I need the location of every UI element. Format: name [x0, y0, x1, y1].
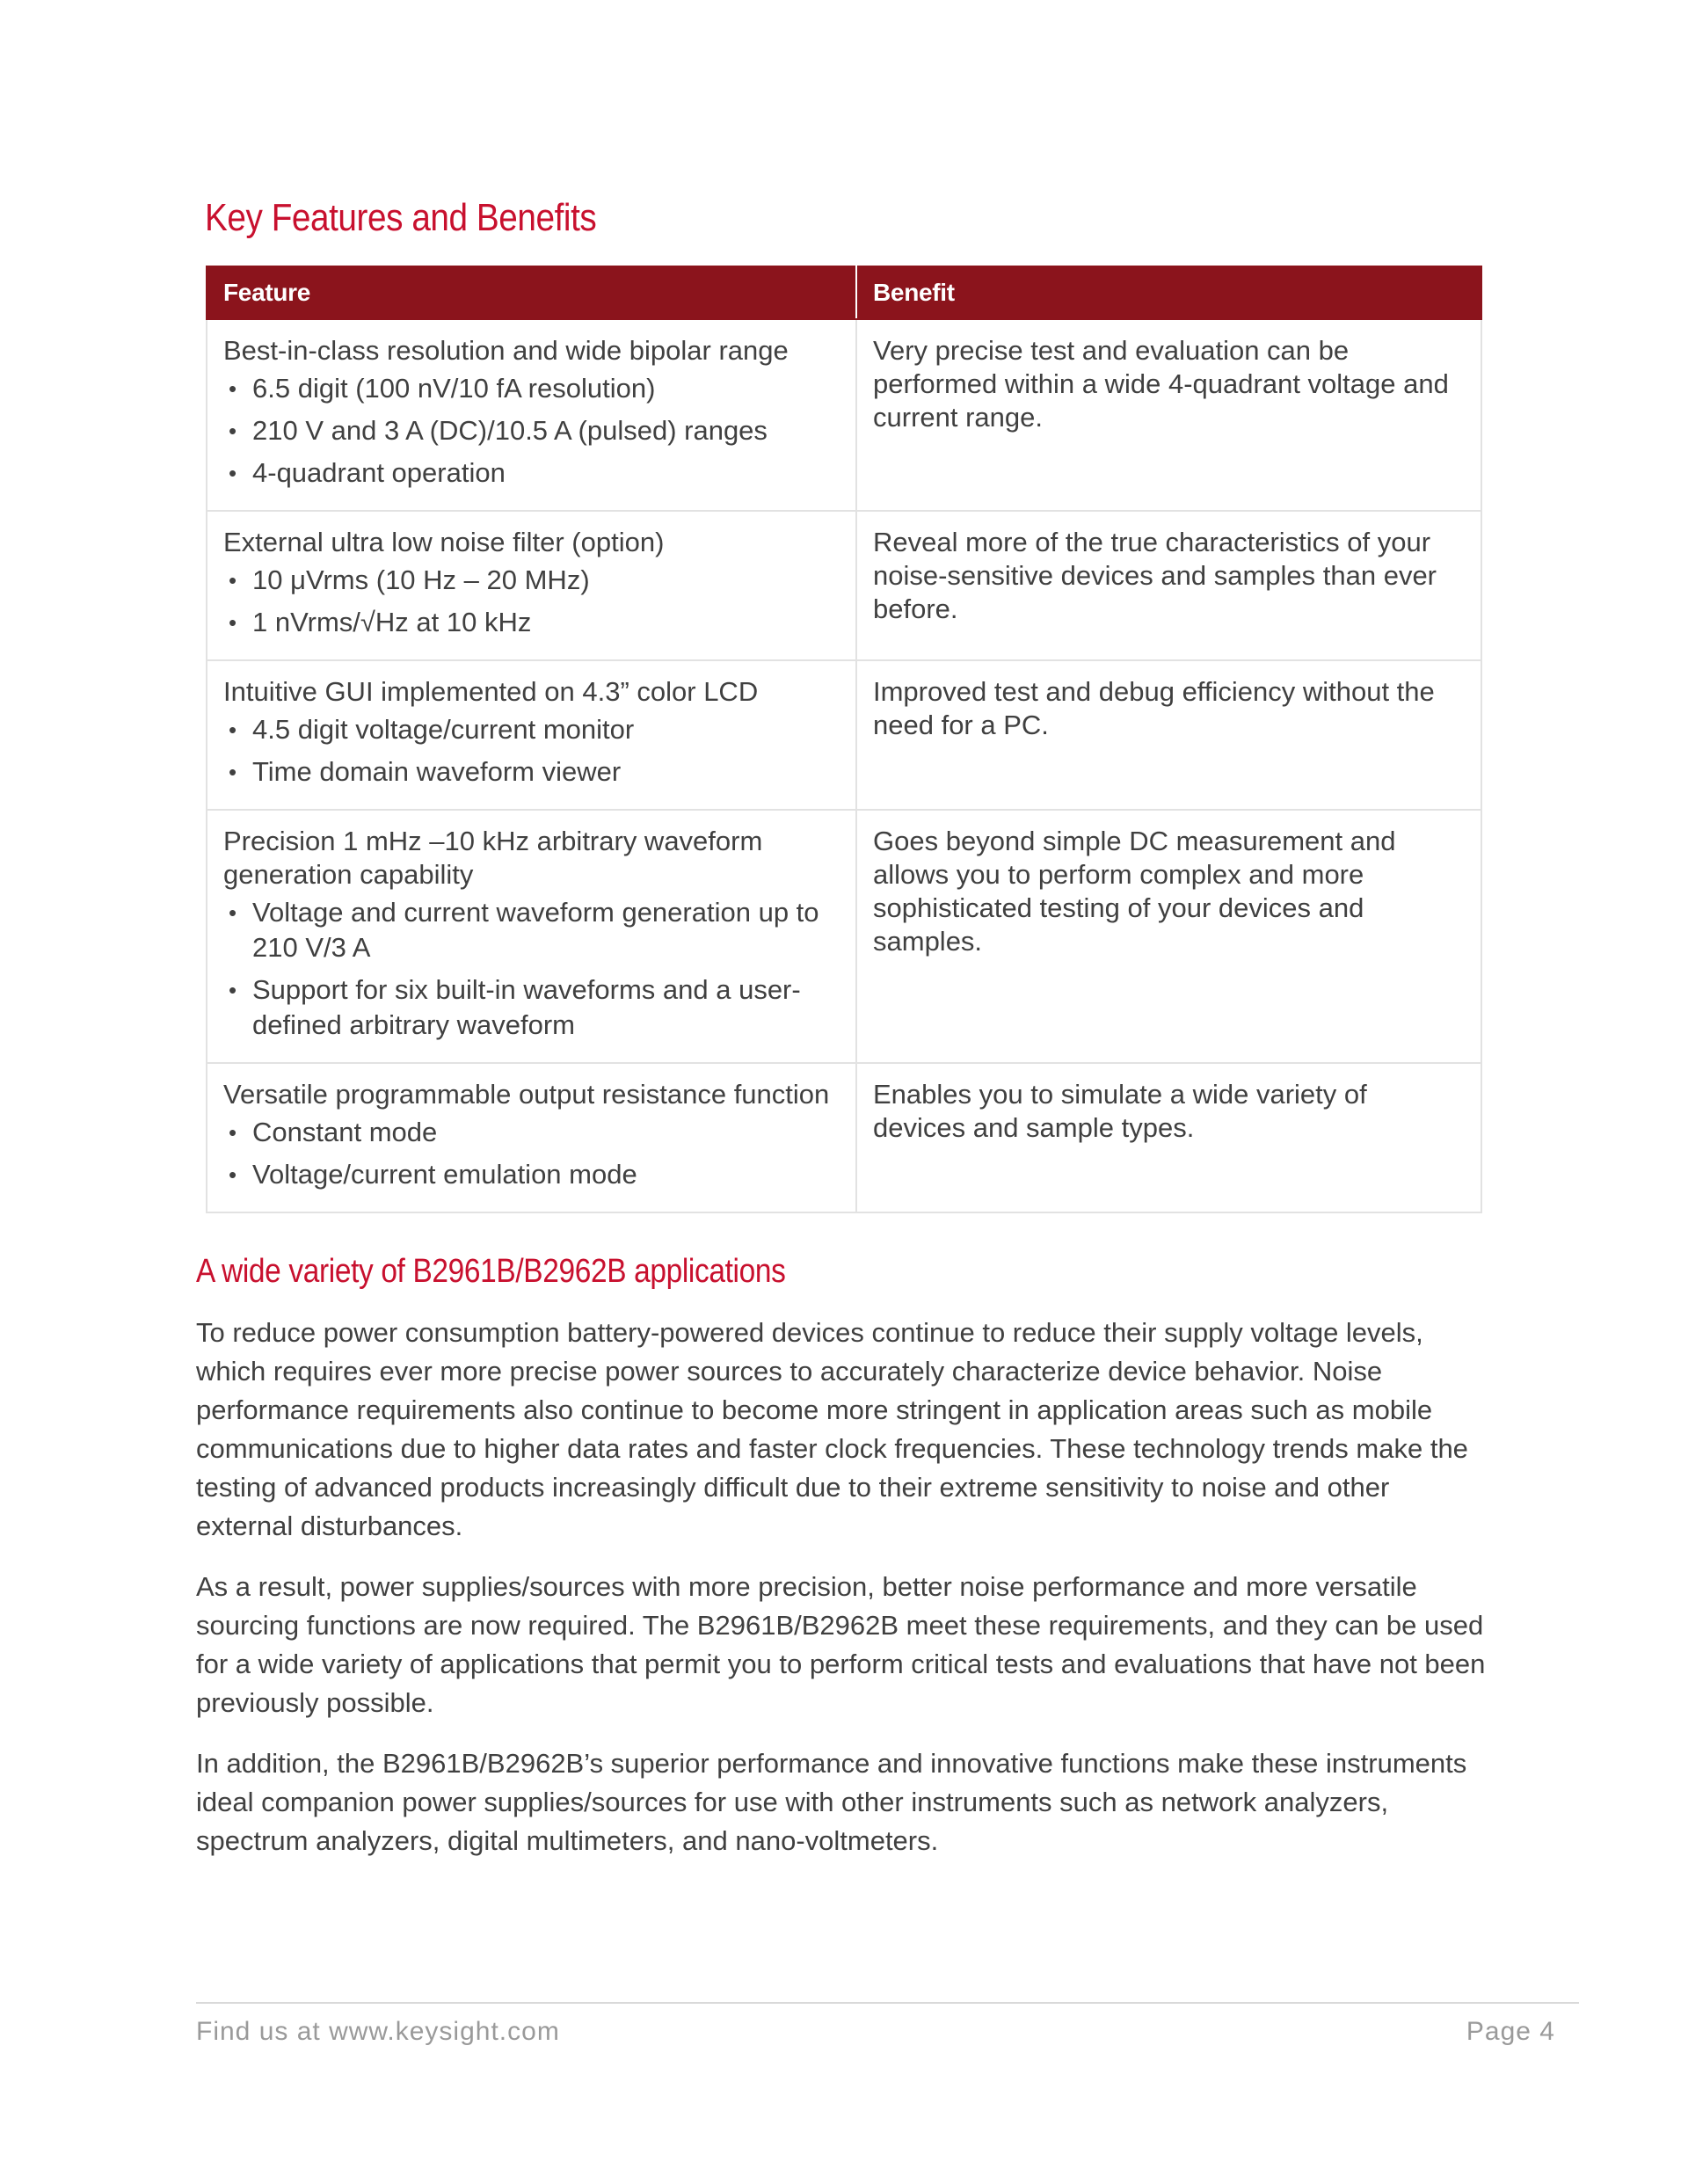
feature-cell [207, 319, 856, 511]
column-header-benefit: Benefit [856, 266, 1481, 319]
table-row [207, 1063, 1481, 1212]
feature-bullet: • Support for six built-in waveforms and a user-defined arbitrary waveform [223, 972, 840, 1043]
features-table [206, 266, 1482, 1213]
feature-bullet: • 4.5 digit voltage/current monitor [223, 712, 840, 747]
feature-title: External ultra low noise filter (option) [223, 527, 665, 557]
feature-bullet: • 4-quadrant operation [223, 455, 840, 491]
feature-bullet: • Voltage and current waveform generation up to 210 V/3 A [223, 895, 840, 965]
feature-bullet-list [223, 712, 840, 790]
benefit-cell: Very precise test and evaluation can be performed within a wide 4-quadrant voltage and current range. [856, 319, 1481, 511]
feature-title: Versatile programmable output resistance function [223, 1079, 830, 1110]
feature-cell [207, 810, 856, 1063]
feature-bullet: • 1 nVrms/√Hz at 10 kHz [223, 605, 840, 640]
paragraph: As a result, power supplies/sources with more precision, better noise performance and more versatile sourcing functions are now required. The B2961B/B2962B meet these requirements, and they can be used for a wide variety of applications that permit you to perform critical tests and evaluations that have not been previously possible. [196, 1571, 1486, 1718]
feature-cell [207, 1063, 856, 1212]
paragraph: To reduce power consumption battery-powered devices continue to reduce their supply voltage levels, which requires ever more precise power sources to accurately characterize device behavior. Noise performance requirements also continue to become more stringent in application areas such as mobile communications due to higher data rates and faster clock frequencies. These technology trends make the testing of advanced products increasingly difficult due to their extreme sensitivity to noise and other external disturbances. [196, 1317, 1468, 1541]
feature-cell [207, 660, 856, 810]
page-number: Page 4 [1466, 2017, 1555, 2046]
page-title: Key Features and Benefits [205, 196, 597, 239]
column-header-feature: Feature [207, 266, 856, 319]
benefit-cell: Reveal more of the true characteristics of your noise-sensitive devices and samples than ever before. [856, 511, 1481, 660]
feature-bullet-list [223, 1115, 840, 1192]
footer-divider [196, 2002, 1579, 2004]
table-header-row [207, 266, 1481, 319]
table-row [207, 660, 1481, 810]
feature-bullet: • Voltage/current emulation mode [223, 1157, 840, 1192]
feature-bullet-list [223, 371, 840, 491]
footer-website-link[interactable]: Find us at www.keysight.com [196, 2017, 560, 2046]
feature-bullet: • Constant mode [223, 1115, 840, 1150]
feature-bullet-list [223, 895, 840, 1043]
benefit-cell: Goes beyond simple DC measurement and allows you to perform complex and more sophisticated testing of your devices and samples. [856, 810, 1481, 1063]
section-body [196, 1314, 1488, 1882]
benefit-cell: Improved test and debug efficiency without the need for a PC. [856, 660, 1481, 810]
feature-bullet: • 210 V and 3 A (DC)/10.5 A (pulsed) ranges [223, 413, 840, 448]
feature-bullet: • 10 μVrms (10 Hz – 20 MHz) [223, 563, 840, 598]
benefit-cell: Enables you to simulate a wide variety of devices and sample types. [856, 1063, 1481, 1212]
feature-cell [207, 511, 856, 660]
section-heading: A wide variety of B2961B/B2962B applications [196, 1253, 786, 1290]
table-row [207, 810, 1481, 1063]
feature-title: Precision 1 mHz –10 kHz arbitrary waveform generation capability [223, 826, 763, 890]
feature-title: Intuitive GUI implemented on 4.3” color LCD [223, 676, 759, 707]
feature-title: Best-in-class resolution and wide bipolar range [223, 335, 789, 366]
feature-bullet: • 6.5 digit (100 nV/10 fA resolution) [223, 371, 840, 406]
feature-bullet-list [223, 563, 840, 640]
paragraph: In addition, the B2961B/B2962B’s superior performance and innovative functions make these instruments ideal companion power supplies/sources for use with other instruments such as network analyzers, spectrum analyzers, digital multimeters, and nano-voltmeters. [196, 1748, 1467, 1856]
table-row [207, 319, 1481, 511]
table-row [207, 511, 1481, 660]
feature-bullet: • Time domain waveform viewer [223, 754, 840, 790]
